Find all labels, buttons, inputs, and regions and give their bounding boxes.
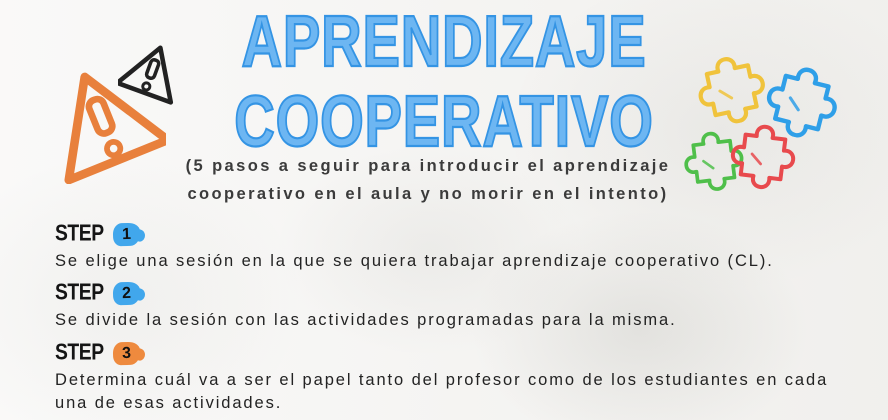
step-2-heading: [55, 281, 855, 305]
step-1: [55, 222, 855, 273]
page-title-line1: APRENDIZAJE: [241, 2, 647, 82]
step-3: [55, 341, 855, 415]
subtitle-line2: cooperativo en el aula y no morir en el intento): [187, 185, 669, 203]
step-3-number-highlight: [112, 341, 140, 365]
step-2-label: STEP: [55, 280, 104, 305]
step-2-text: Se divide la sesión con las actividades programadas para la misma.: [55, 311, 677, 329]
step-3-number: 3: [121, 344, 132, 362]
step-1-number-highlight: [112, 222, 140, 246]
step-2-number-highlight: [112, 281, 140, 305]
step-1-number: 1: [121, 225, 132, 243]
page-subtitle: [0, 152, 872, 208]
page-title-line2: COOPERATIVO: [234, 82, 654, 162]
step-3-text: Determina cuál va a ser el papel tanto del profesor como de los estudiantes en cada una de esas actividades.: [55, 371, 829, 412]
step-1-heading: [55, 222, 855, 246]
step-3-label: STEP: [55, 340, 104, 365]
step-1-text: Se elige una sesión en la que se quiera trabajar aprendizaje cooperativo (CL).: [55, 252, 774, 270]
step-3-heading: [55, 341, 855, 365]
step-2: [55, 281, 855, 332]
step-1-label: STEP: [55, 221, 104, 246]
step-2-number: 2: [121, 284, 132, 302]
subtitle-line1: (5 pasos a seguir para introducir el aprendizaje: [185, 157, 671, 175]
